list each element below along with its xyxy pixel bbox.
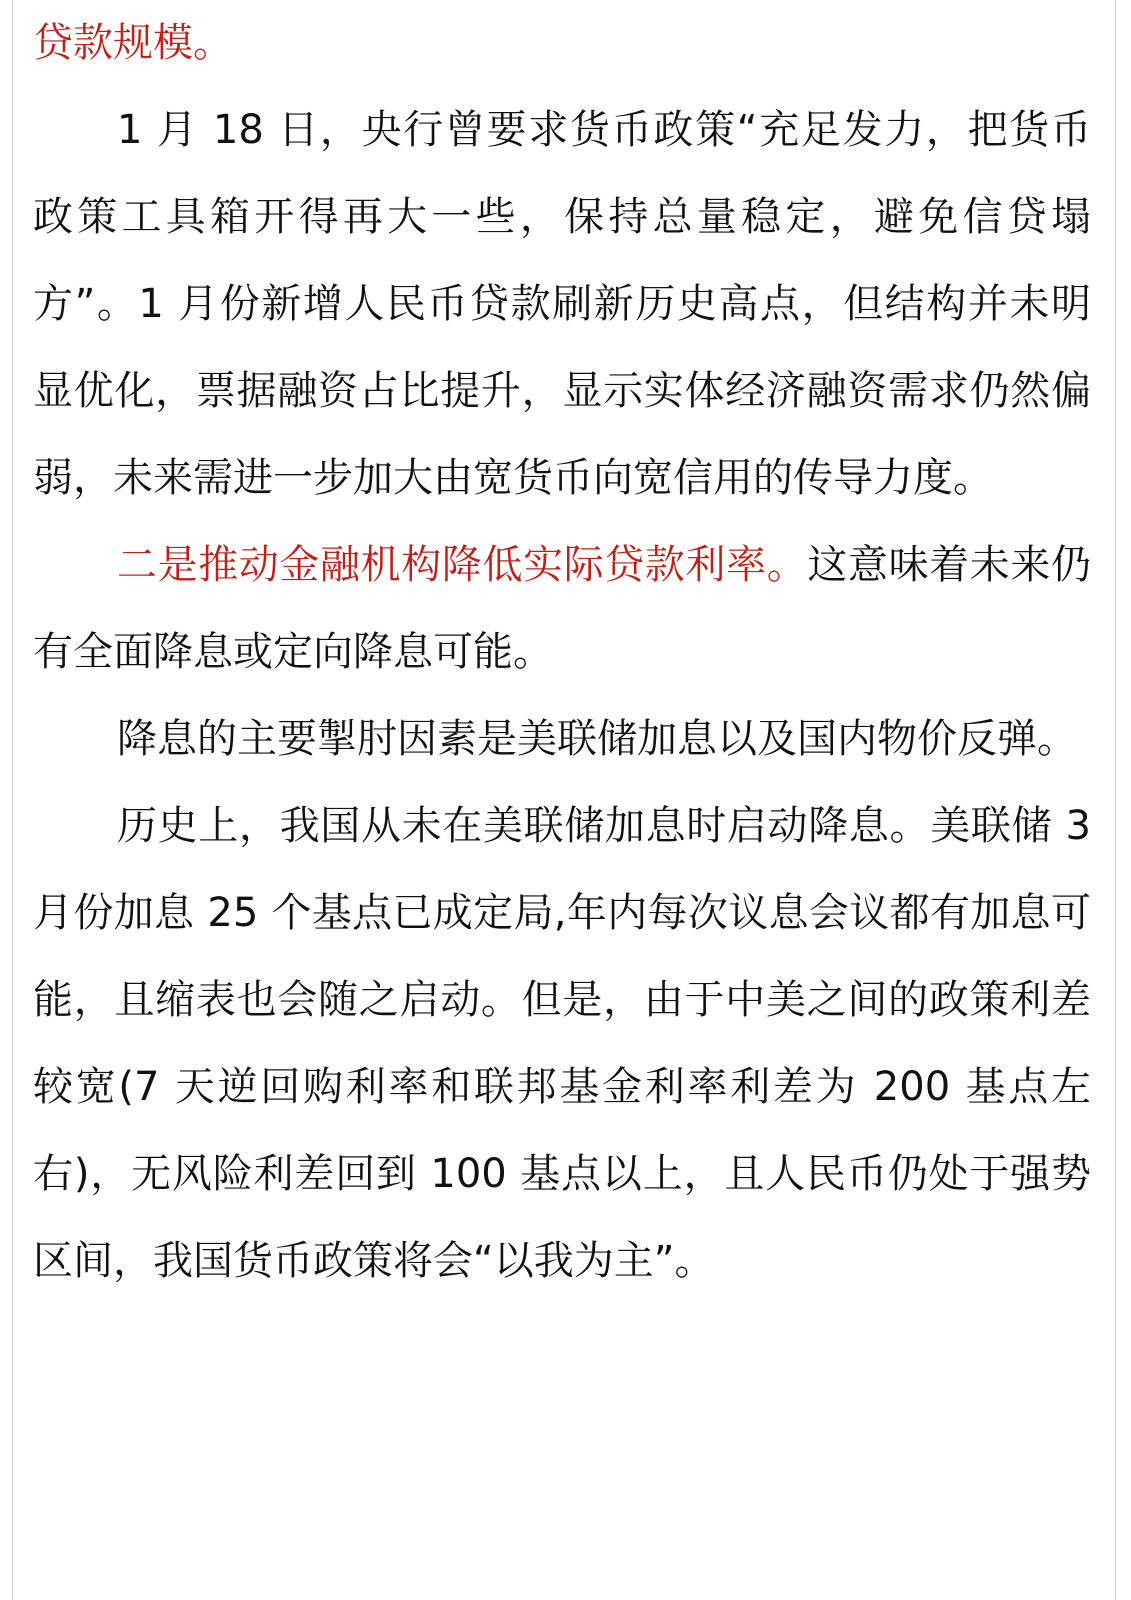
paragraph-lower-loan-rates-text: 这意味着未来仍有全面降息或定向降息可能。 <box>33 542 1092 675</box>
paragraph-credit-policy: 1 月 18 日，央行曾要求货币政策“充足发力，把货币政策工具箱开得再大一些，保持总量稳定，避免信贷塌方”。1 月份新增人民币贷款刷新历史高点，但结构并未明显优化，票据融资占比提升，显示实体经济融资需求仍然偏弱，未来需进一步加大由宽货币向宽信用的传导力度。 <box>33 107 1091 501</box>
paragraph-lower-loan-rates <box>33 522 1091 696</box>
paragraph-continuation-red: 贷款规模。 <box>33 20 233 66</box>
paragraph-rate-cut-constraints: 降息的主要掣肘因素是美联储加息以及国内物价反弹。 <box>117 716 1077 762</box>
article-page <box>12 0 1116 1600</box>
highlight-heading-red: 二是推动金融机构降低实际贷款利率。 <box>117 542 808 588</box>
article-body <box>33 0 1091 1305</box>
paragraph-history-fed: 历史上，我国从未在美联储加息时启动降息。美联储 3 月份加息 25 个基点已成定局,年内每次议息会议都有加息可能，且缩表也会随之启动。但是，由于中美之间的政策利差较宽(7 天逆回购利率和联邦基金利率利差为 200 基点左右)，无风险利差回到 100 基点以上，且人民币仍处于强势区间，我国货币政策将会“以我为主”。 <box>33 803 1091 1284</box>
